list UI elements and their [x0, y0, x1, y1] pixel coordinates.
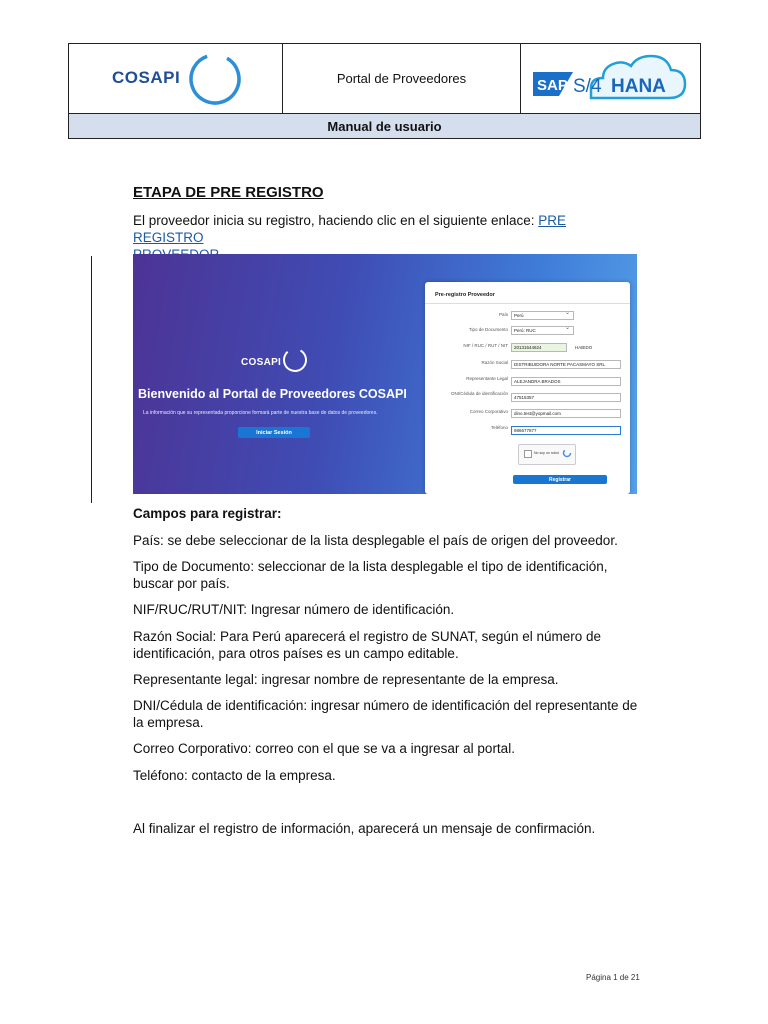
sap-logo: [521, 44, 701, 113]
pre-registro-link[interactable]: PRE REGISTRO: [133, 213, 566, 245]
representante-label: Representante Legal: [466, 376, 508, 381]
cosapi-ring-icon: [187, 51, 243, 107]
razon-social-input[interactable]: DISTRIBUIDORA NORTE PACASMAYO SRL: [511, 360, 621, 369]
login-button[interactable]: Iniciar Sesión: [238, 427, 310, 438]
nif-label: NIF / RUC / RUT / NIT: [463, 343, 508, 348]
fields-title: Campos para registrar:: [133, 506, 282, 521]
correo-input[interactable]: dino.test@yopmail.com: [511, 409, 621, 418]
correo-label: Correo Corporativo: [469, 409, 508, 414]
welcome-heading: Bienvenido al Portal de Proveedores COSAPI: [138, 387, 407, 401]
dni-input[interactable]: 47515357: [511, 393, 621, 402]
svg-text:HANA: HANA: [611, 76, 666, 97]
svg-text:S/4: S/4: [573, 76, 602, 97]
recaptcha-label: No soy un robot: [534, 451, 559, 455]
pre-registro-form: [425, 282, 630, 494]
tipo-documento-label: Tipo de Documento: [468, 327, 508, 332]
portal-screenshot: [133, 254, 637, 494]
telefono-label: Teléfono: [490, 425, 508, 430]
margin-bar: [91, 256, 92, 503]
cosapi-logo: [69, 44, 283, 113]
screenshot-logo-text: COSAPI: [241, 357, 282, 368]
dni-label: DNI/Cédula de identificación: [451, 391, 508, 396]
manual-subtitle: Manual de usuario: [69, 114, 700, 138]
nif-input[interactable]: 20131644624: [511, 343, 567, 352]
paragraph-razon-social: Razón Social: Para Perú aparecerá el registro de SUNAT, según el número de identificación, para otros países es un campo editable.: [133, 629, 601, 661]
tipo-documento-select[interactable]: Perú: RUC ⌄: [511, 326, 574, 335]
svg-text:SAP: SAP: [537, 77, 568, 94]
recaptcha-checkbox[interactable]: [524, 450, 532, 458]
recaptcha-widget[interactable]: [518, 444, 576, 465]
registrar-button[interactable]: Registrar: [513, 475, 607, 484]
paragraph-pais: País: se debe seleccionar de la lista desplegable el país de origen del proveedor.: [133, 533, 618, 548]
paragraph-confirmacion: Al finalizar el registro de información, aparecerá un mensaje de confirmación.: [133, 821, 596, 836]
paragraph-dni: DNI/Cédula de identificación: ingresar número de identificación del representante de la empresa.: [133, 698, 638, 730]
paragraph-nif: NIF/RUC/RUT/NIT: Ingresar número de identificación.: [133, 602, 455, 617]
sunat-status: HABIDO: [575, 345, 593, 350]
razon-social-label: Razón Social: [481, 360, 508, 365]
header-top-row: [69, 44, 700, 114]
pais-label: País: [498, 312, 508, 317]
cosapi-logo-text: COSAPI: [112, 68, 181, 87]
representante-input[interactable]: ALEJANDRA BRADOS: [511, 377, 621, 386]
telefono-input[interactable]: 986677877: [511, 426, 621, 435]
page-number: Página 1 de 21: [586, 973, 640, 982]
paragraph-correo: Correo Corporativo: correo con el que se va a ingresar al portal.: [133, 741, 515, 756]
paragraph-tipo-documento: Tipo de Documento: seleccionar de la lista desplegable el tipo de identificación, buscar por país.: [133, 559, 608, 591]
form-title: Pre-registro Proveedor: [435, 292, 495, 298]
sap-s4hana-logo-icon: [529, 48, 689, 108]
portal-title: Portal de Proveedores: [283, 44, 521, 113]
pais-select[interactable]: Perú ⌄: [511, 311, 574, 320]
document-header: [68, 43, 701, 139]
form-divider: [425, 303, 630, 304]
welcome-description: La información que su representada proporcione formará parte de nuestra base de datos de proveedores.: [143, 410, 378, 416]
recaptcha-icon: [562, 448, 572, 458]
paragraph-representante: Representante legal: ingresar nombre de representante de la empresa.: [133, 672, 559, 687]
section-title: ETAPA DE PRE REGISTRO: [133, 184, 324, 201]
intro-text: El proveedor inicia su registro, haciendo clic en el siguiente enlace:: [133, 213, 539, 228]
paragraph-telefono: Teléfono: contacto de la empresa.: [133, 768, 336, 783]
